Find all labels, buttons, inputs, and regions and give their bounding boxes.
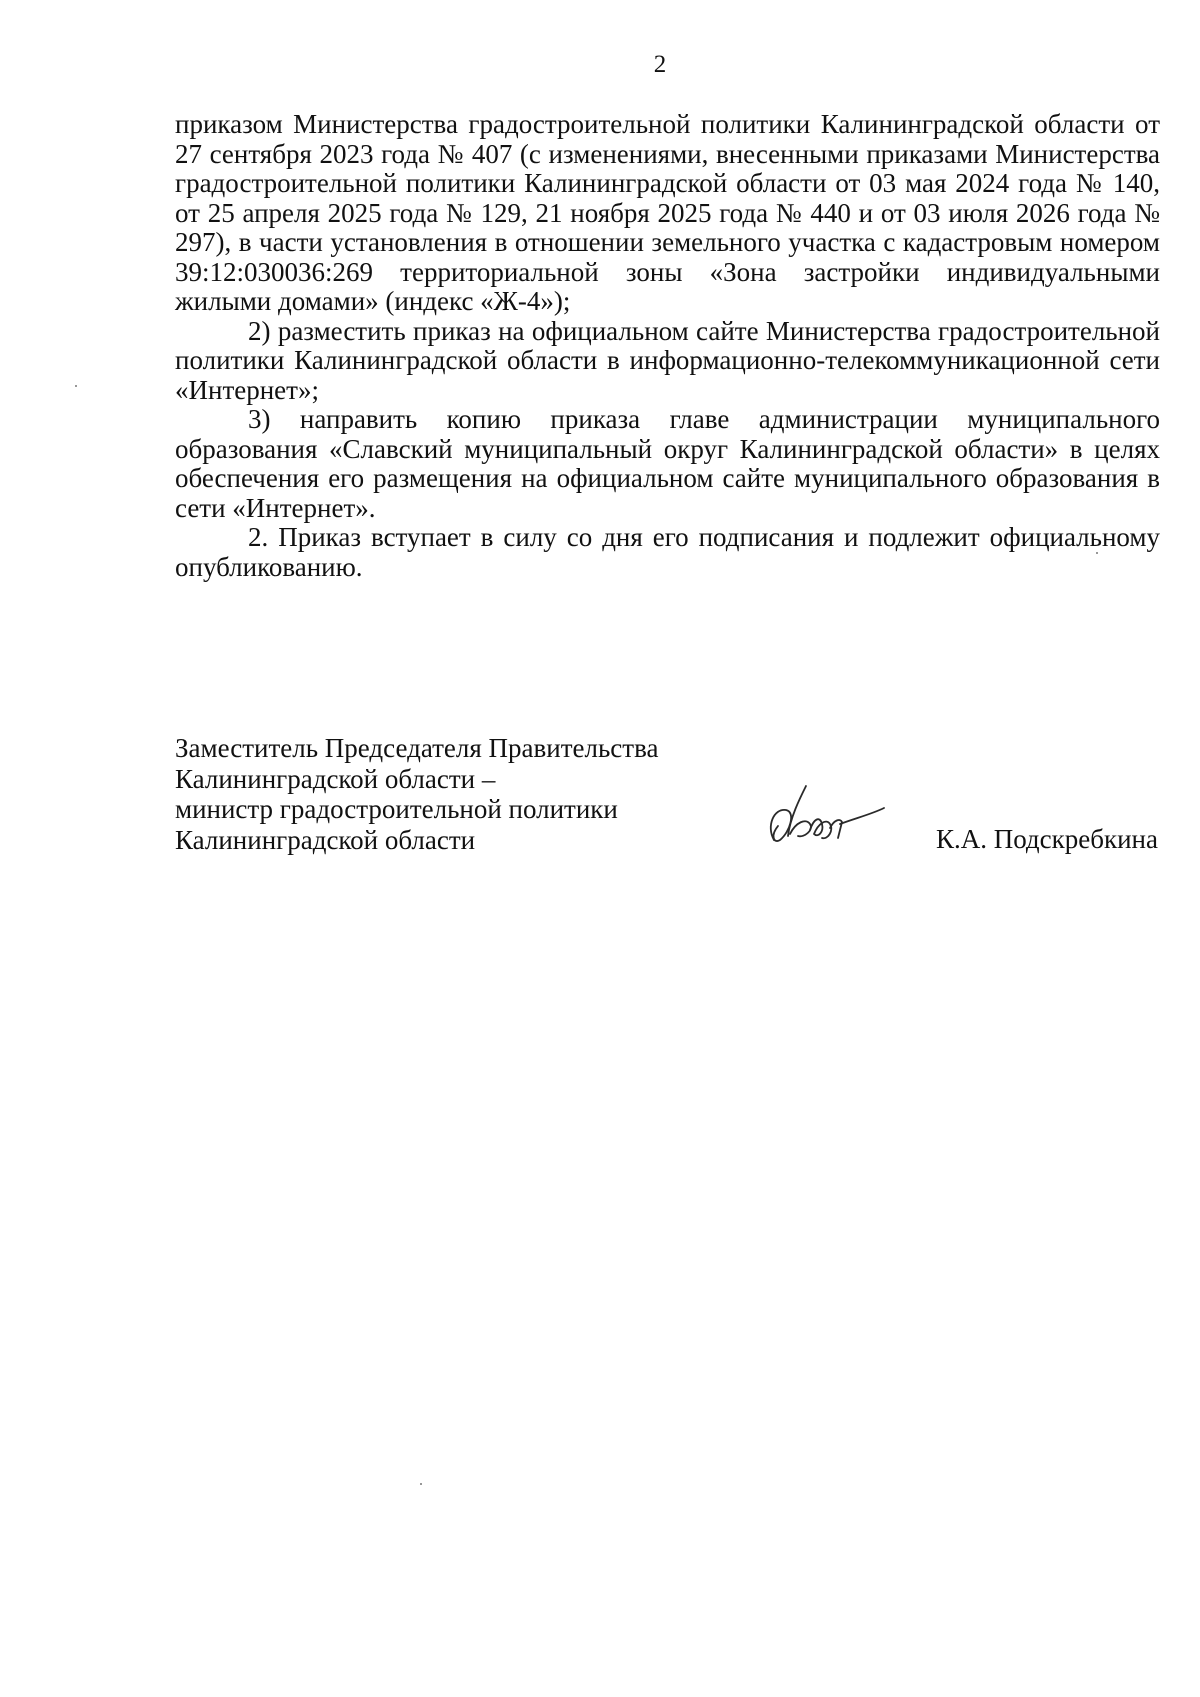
- paragraph-clause-2: 2. Приказ вступает в силу со дня его подписания и подлежит официальному опубликованию.: [175, 522, 1160, 582]
- signatory-title-line: Заместитель Председателя Правительства: [175, 733, 659, 763]
- scan-speck: [420, 1483, 422, 1485]
- paragraph-item-2: 2) разместить приказ на официальном сайте Министерства градостроительной политики Калининградской области в информационно-телекоммуникационной сети «Интернет»;: [175, 315, 1160, 405]
- signatory-title-line: Калининградской области: [175, 824, 476, 855]
- signatory-title-line: Калининградской области –: [175, 763, 496, 794]
- signatory-name: К.А. Подскребкина: [935, 824, 1158, 854]
- scan-speck: [1096, 552, 1098, 554]
- page-number: 2: [653, 51, 667, 78]
- paragraph-continuation: приказом Министерства градостроительной политики Калининградской области от 27 сентября 2023 года № 407 (с изменениями, внесенными приказами Министерства градостроительной политики Калининградской области от 03 мая 2024 года № 140, от 25 апреля 2025 года № 129, 21 ноября 2025 года № 440 и от 03 июля 2026 года № 297), в части установления в отношении земельного участка с кадастровым номером 39:12:030036:269 территориальной зоны «Зона застройки индивидуальными жилыми домами» (индекс «Ж-4»);: [175, 109, 1160, 316]
- signatory-title: [175, 733, 695, 855]
- signatory-title-line: министр градостроительной политики: [175, 794, 618, 824]
- paragraph-item-3: 3) направить копию приказа главе администрации муниципального образования «Славский муниципальный округ Калининградской области» в целях обеспечения его размещения на официальном сайте муниципального образования в сети «Интернет».: [175, 404, 1160, 523]
- scan-speck: [75, 385, 77, 387]
- document-body: [175, 110, 1160, 582]
- handwritten-signature: [760, 778, 890, 858]
